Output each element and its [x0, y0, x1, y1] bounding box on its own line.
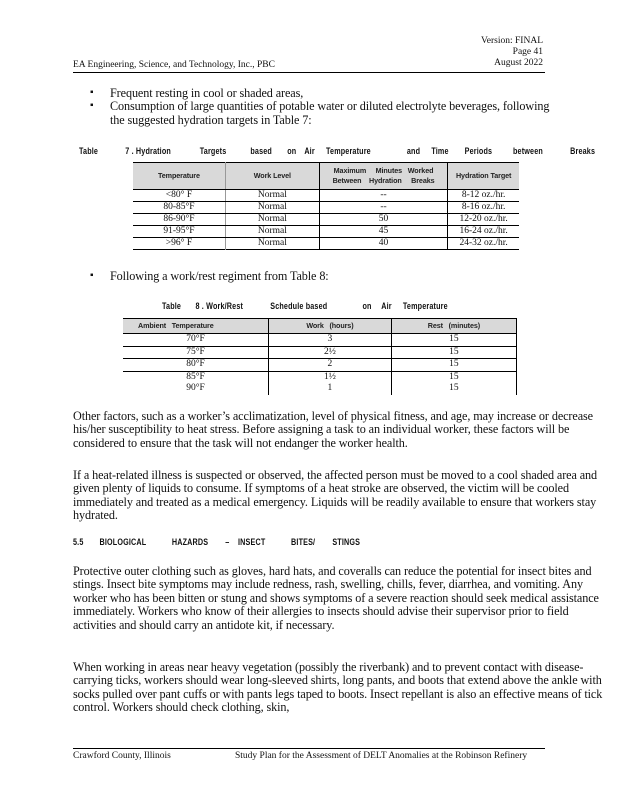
- table-row: 80-85°F Normal -- 8-16 oz./hr.: [133, 202, 519, 214]
- paragraph-heat-illness: If a heat-related illness is suspected or observed, the affected person must be moved to a cool shaded area and given plenty of liquids to consume. If symptoms of a heat stroke are observed, the victim will be cooled immediately and treated as a medical emergency. Liquids will be readily available to ensure that workers stay hydrated.: [73, 468, 598, 523]
- table-row: <80° F Normal -- 8-12 oz./hr.: [133, 190, 519, 202]
- list-item: ▪ Frequent resting in cool or shaded areas,: [90, 86, 304, 100]
- hydration-targets-table: [133, 162, 519, 250]
- bullet-icon: ▪: [90, 270, 94, 281]
- table-row: >96° F Normal 40 24-32 oz./hr.: [133, 238, 519, 250]
- table-row: 91-95°F Normal 45 16-24 oz./hr.: [133, 226, 519, 238]
- header-divider: [73, 72, 545, 73]
- table-row: 70°F 3 15: [123, 334, 517, 347]
- company-name: EA Engineering, Science, and Technology, Inc., PBC: [73, 60, 275, 70]
- table8-caption: Table 8 . Work/Rest Schedule based on Air Temperature: [162, 301, 448, 311]
- table-header-row: [133, 163, 519, 190]
- bullet-icon: ▪: [90, 100, 94, 112]
- work-rest-bullet-list: [88, 270, 558, 283]
- section-number: 5.5: [73, 537, 84, 547]
- table-row: 75°F 2½ 15: [123, 346, 517, 359]
- work-rest-schedule-table: [123, 318, 517, 395]
- list-item: ▪ Consumption of large quantities of potable water or diluted electrolyte beverages, following the suggested hydration targets in Table 7:: [90, 99, 550, 127]
- footer-location: Crawford County, Illinois: [73, 751, 171, 761]
- col-header-ambient-temperature: Ambient Temperature: [123, 319, 269, 334]
- list-item: ▪ Following a work/rest regiment from Table 8:: [90, 269, 329, 283]
- col-header-rest-minutes: Rest (minutes): [391, 319, 516, 334]
- bullet-icon: ▪: [90, 87, 94, 98]
- table-row: 80°F 2 15: [123, 359, 517, 372]
- footer-divider: [73, 748, 545, 749]
- col-header-max-minutes: Maximum Minutes Worked Between Hydration Breaks: [319, 163, 447, 190]
- document-date: August 2022: [494, 58, 543, 68]
- table-header-row: [123, 319, 517, 334]
- paragraph-insect-bites: Protective outer clothing such as gloves, hard hats, and coveralls can reduce the potential for insect bites and stings. Insect bite symptoms may include redness, rash, swelling, chills, fever, diarrhea, and vomiting. Any worker who has been bitten or stung and shows symptoms of a severe reaction should seek medical assistance immediately. Workers who know of their allergies to insects should advise their supervisor prior to field activities and should carry an antidote kit, if necessary.: [73, 564, 599, 632]
- col-header-hydration-target: Hydration Target: [448, 163, 519, 190]
- header-meta: [481, 36, 543, 69]
- version-label: Version: FINAL: [480, 36, 543, 46]
- section-title: BIOLOGICAL HAZARDS – INSECT BITES/ STINGS: [99, 537, 361, 547]
- table7-caption: Table 7 . Hydration Targets based on Air Temperature and Time Periods between Breaks: [79, 146, 596, 156]
- paragraph-ticks: When working in areas near heavy vegetation (possibly the riverbank) and to prevent contact with disease-carrying ticks, workers should wear long-sleeved shirts, long pants, and boots that extend above the ankle with socks pulled over pant cuffs or with pants legs taped to boots. Insect repellant is also an effective means of tick control. Workers should check clothing, skin,: [73, 660, 603, 715]
- page-number: Page 41: [512, 47, 543, 57]
- footer-document-title: Study Plan for the Assessment of DELT Anomalies at the Robinson Refinery: [235, 751, 528, 761]
- col-header-work-hours: Work (hours): [269, 319, 392, 334]
- paragraph-heat-factors: Other factors, such as a worker’s acclimatization, level of physical fitness, and age, may increase or decrease his/her susceptibility to heat stress. Before assigning a task to an individual worker, these factors will be considered to ensure that the task will not endanger the worker health.: [73, 409, 593, 450]
- hydration-bullet-list: [88, 87, 558, 127]
- col-header-work-level: Work Level: [225, 163, 319, 190]
- table-row: 85°F 1½ 15: [123, 371, 517, 383]
- table-row: 86-90°F Normal 50 12-20 oz./hr.: [133, 214, 519, 226]
- table-row: 90°F 1 15: [123, 383, 517, 395]
- section-heading-5-5: [73, 537, 360, 547]
- col-header-temperature: Temperature: [133, 163, 225, 190]
